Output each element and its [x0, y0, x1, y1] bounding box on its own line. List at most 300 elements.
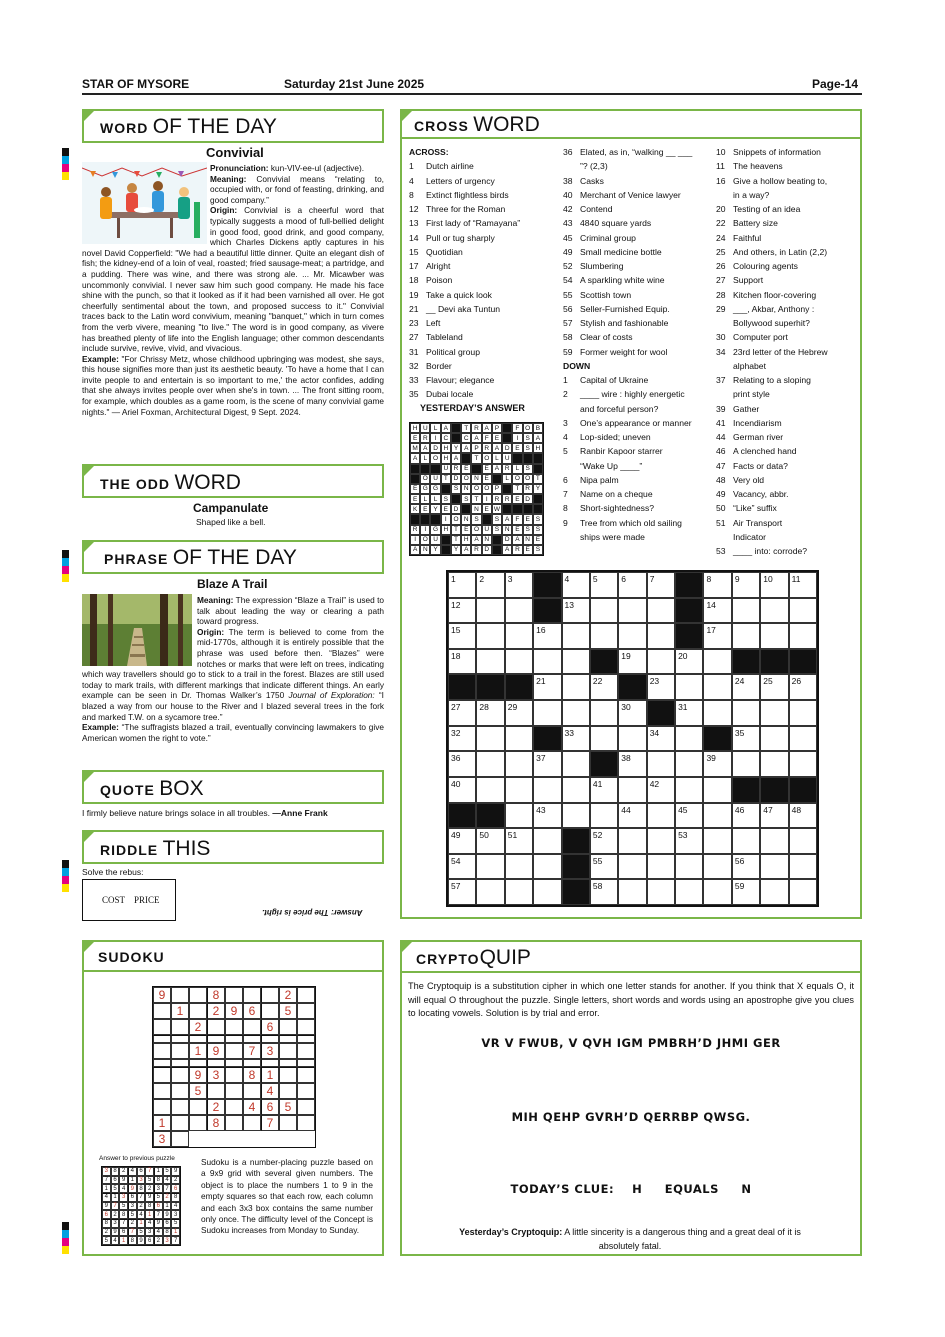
crossword-cell[interactable]: 51 — [505, 828, 533, 854]
sudoku-cell[interactable] — [171, 1019, 189, 1035]
crossword-cell[interactable]: 38 — [618, 751, 646, 777]
crossword-cell[interactable] — [760, 598, 788, 624]
clue-item: 37 Relating to a sloping — [716, 375, 811, 385]
sudoku-cell[interactable] — [297, 1003, 315, 1019]
sudoku-cell[interactable] — [225, 1059, 243, 1067]
sudoku-cell[interactable] — [153, 1067, 171, 1083]
answer-cell — [410, 464, 420, 474]
crossword-cell[interactable] — [505, 777, 533, 803]
sudoku-cell[interactable] — [171, 1067, 189, 1083]
sudoku-cell[interactable] — [189, 1003, 207, 1019]
sudoku-cell: 3 — [207, 1067, 225, 1083]
sudoku-cell[interactable] — [279, 1035, 297, 1043]
phrase-text: Meaning: The expression “Blaze a Trail” is used to talk about leading the way or clearing a path toward progress. Origin: The term is believed to come from the mid-1770s, although it is entirely possible that the phrase was used before then. “Blazes” were notches or marks that were left on trees, indicating which way travellers should go to stick to a trail in the forest. Blazes are still used today to mark trails, with different markings that indicate different things. An early example can be seen in Dr. Thomas Walker’s 1750 Journal of Exploration: “I blazed a way from our house to the River and I blazed several trees in the fork and marked T.W. on a sycamore tree.” Example: “The suffragists blazed a trail, eventually convincing lawmakers to give American women the right to vote.” — [82, 595, 385, 743]
crossword-cell[interactable]: 33 — [562, 726, 590, 752]
crossword-cell[interactable]: 49 — [448, 828, 476, 854]
crossword-cell[interactable] — [675, 854, 703, 880]
answer-cell: I — [512, 433, 522, 443]
crossword-cell[interactable]: 26 — [789, 674, 817, 700]
sudoku-cell[interactable] — [189, 987, 207, 1003]
crossword-cell[interactable]: 36 — [448, 751, 476, 777]
crossword-cell[interactable]: 35 — [732, 726, 760, 752]
answer-cell: A — [441, 423, 451, 433]
crossword-cell[interactable] — [618, 854, 646, 880]
crossword-cell[interactable]: 45 — [675, 803, 703, 829]
answer-cell: A — [471, 535, 481, 545]
crossword-cell[interactable] — [703, 879, 731, 905]
sudoku-cell[interactable] — [243, 1115, 261, 1131]
crossword-cell[interactable] — [618, 623, 646, 649]
crossword-cell[interactable] — [732, 623, 760, 649]
sudoku-cell[interactable] — [225, 1043, 243, 1059]
crossword-cell[interactable] — [703, 700, 731, 726]
crossword-cell[interactable] — [618, 726, 646, 752]
crossword-cell[interactable] — [675, 879, 703, 905]
crossword-cell[interactable]: 32 — [448, 726, 476, 752]
crossword-cell[interactable]: 59 — [732, 879, 760, 905]
cryptoquip-title-rule — [402, 971, 860, 973]
crossword-cell[interactable]: 50 — [476, 828, 504, 854]
sudoku-cell[interactable] — [297, 987, 315, 1003]
crossword-cell[interactable] — [618, 777, 646, 803]
sudoku-cell[interactable] — [297, 1019, 315, 1035]
crossword-cell[interactable] — [476, 854, 504, 880]
crossword-cell[interactable] — [476, 649, 504, 675]
sudoku-cell[interactable] — [171, 1099, 189, 1115]
sudoku-cell[interactable] — [261, 1059, 279, 1067]
answer-cell — [430, 514, 440, 524]
answer-cell: O — [482, 453, 492, 463]
sudoku-cell[interactable] — [297, 1059, 315, 1067]
crossword-cell[interactable] — [675, 674, 703, 700]
crossword-cell[interactable] — [476, 777, 504, 803]
crossword-cell[interactable] — [760, 726, 788, 752]
crossword-cell[interactable] — [533, 879, 561, 905]
answer-cell: D — [502, 535, 512, 545]
crossword-cell[interactable]: 16 — [533, 623, 561, 649]
answer-cell: G — [420, 484, 430, 494]
sudoku-cell[interactable] — [297, 1067, 315, 1083]
prev-sudoku-cell: 2 — [171, 1176, 180, 1185]
sudoku-cell: 8 — [243, 1067, 261, 1083]
sudoku-cell[interactable] — [207, 1083, 225, 1099]
crossword-cell[interactable] — [476, 598, 504, 624]
sudoku-cell[interactable] — [171, 1083, 189, 1099]
answer-cell: S — [451, 484, 461, 494]
crossword-cell[interactable] — [703, 854, 731, 880]
crossword-cell[interactable] — [647, 879, 675, 905]
crossword-cell — [533, 726, 561, 752]
crossword-cell[interactable] — [533, 828, 561, 854]
answer-cell: U — [430, 474, 440, 484]
crossword-cell[interactable]: 4 — [562, 572, 590, 598]
crossword-cell[interactable] — [533, 700, 561, 726]
answer-cell: S — [533, 514, 543, 524]
sudoku-cell[interactable] — [243, 1059, 261, 1067]
crossword-cell[interactable] — [476, 623, 504, 649]
crossword-cell[interactable]: 25 — [760, 674, 788, 700]
registration-marks-mid — [62, 550, 69, 582]
sudoku-cell[interactable] — [189, 1059, 207, 1067]
sudoku-cell[interactable] — [243, 1019, 261, 1035]
crossword-cell[interactable] — [505, 598, 533, 624]
crossword-cell[interactable] — [533, 854, 561, 880]
crossword-cell[interactable]: 24 — [732, 674, 760, 700]
answer-cell: C — [461, 433, 471, 443]
crossword-cell[interactable] — [562, 777, 590, 803]
crossword-cell[interactable]: 23 — [647, 674, 675, 700]
answer-cell: I — [410, 535, 420, 545]
sudoku-cell[interactable] — [153, 1059, 171, 1067]
crossword-cell[interactable] — [533, 649, 561, 675]
crossword-cell[interactable] — [789, 623, 817, 649]
sudoku-cell[interactable] — [225, 987, 243, 1003]
crossword-cell[interactable]: 21 — [533, 674, 561, 700]
prev-sudoku-cell: 2 — [145, 1184, 154, 1193]
crossword-cell[interactable]: 37 — [533, 751, 561, 777]
crossword-cell[interactable] — [760, 828, 788, 854]
answer-cell: O — [451, 514, 461, 524]
corner-accent — [400, 940, 414, 954]
clue-item: 5 Ranbir Kapoor starrer — [563, 446, 663, 457]
crossword-cell[interactable] — [590, 700, 618, 726]
crossword-cell[interactable] — [789, 854, 817, 880]
crossword-cell[interactable] — [647, 751, 675, 777]
sudoku-cell[interactable] — [279, 1115, 297, 1131]
answer-cell: D — [451, 504, 461, 514]
crossword-cell[interactable] — [647, 598, 675, 624]
answer-cell: R — [420, 433, 430, 443]
sudoku-cell[interactable] — [279, 1043, 297, 1059]
sudoku-cell[interactable] — [189, 1099, 207, 1115]
crossword-cell[interactable]: 18 — [448, 649, 476, 675]
sudoku-cell[interactable] — [243, 987, 261, 1003]
answer-cell: H — [410, 423, 420, 433]
crossword-cell[interactable] — [618, 598, 646, 624]
crossword-cell[interactable]: 29 — [505, 700, 533, 726]
sudoku-cell[interactable] — [225, 1099, 243, 1115]
crossword-cell[interactable] — [732, 700, 760, 726]
answer-cell: T — [512, 484, 522, 494]
clue-item: 15 Quotidian — [409, 246, 463, 257]
crossword-cell[interactable] — [618, 879, 646, 905]
clue-item: 24 Faithful — [716, 232, 762, 243]
crossword-cell — [590, 751, 618, 777]
crossword-cell[interactable]: 40 — [448, 777, 476, 803]
crossword-cell[interactable]: 5 — [590, 572, 618, 598]
crossword-cell[interactable] — [760, 623, 788, 649]
crossword-cell[interactable]: 28 — [476, 700, 504, 726]
sudoku-cell[interactable] — [261, 987, 279, 1003]
sudoku-cell: 1 — [171, 1003, 189, 1019]
sudoku-cell[interactable] — [243, 1035, 261, 1043]
prev-sudoku-cell: 1 — [111, 1193, 120, 1202]
sudoku-cell[interactable] — [153, 1003, 171, 1019]
sudoku-cell[interactable] — [261, 1035, 279, 1043]
sudoku-cell[interactable] — [297, 1115, 315, 1131]
crossword-cell[interactable] — [590, 623, 618, 649]
crossword-cell[interactable] — [505, 649, 533, 675]
crossword-cell[interactable]: 17 — [703, 623, 731, 649]
crossword-cell[interactable] — [562, 623, 590, 649]
sudoku-cell[interactable] — [297, 1035, 315, 1043]
clue-item: 45 Criminal group — [563, 232, 636, 243]
prev-sudoku-cell: 8 — [154, 1176, 163, 1185]
sudoku-cell[interactable] — [297, 1043, 315, 1059]
crossword-cell[interactable] — [675, 751, 703, 777]
crossword-cell[interactable]: 34 — [647, 726, 675, 752]
answer-cell: F — [512, 423, 522, 433]
crossword-cell[interactable] — [760, 854, 788, 880]
crossword-cell[interactable]: 19 — [618, 649, 646, 675]
prev-sudoku-cell: 4 — [145, 1219, 154, 1228]
sudoku-cell[interactable] — [297, 1099, 315, 1115]
crossword-cell[interactable]: 52 — [590, 828, 618, 854]
odd-word-meaning: Shaped like a bell. — [196, 517, 266, 527]
crossword-cell[interactable]: 6 — [618, 572, 646, 598]
crossword-cell[interactable] — [476, 751, 504, 777]
answer-cell: S — [523, 464, 533, 474]
sudoku-cell[interactable] — [225, 1035, 243, 1043]
crossword-cell[interactable]: 39 — [703, 751, 731, 777]
sudoku-cell[interactable] — [207, 1035, 225, 1043]
clue-item: 36 Elated, as in, “walking __ ___ — [563, 147, 693, 157]
corner-accent — [82, 770, 96, 784]
crossword-cell[interactable] — [505, 803, 533, 829]
crossword-cell[interactable]: 15 — [448, 623, 476, 649]
crossword-cell[interactable]: 43 — [533, 803, 561, 829]
crossword-cell[interactable] — [760, 751, 788, 777]
crossword-cell — [675, 623, 703, 649]
yesterday-answer-grid — [409, 422, 544, 556]
sudoku-cell[interactable] — [189, 1035, 207, 1043]
sudoku-cell[interactable] — [189, 1115, 207, 1131]
sudoku-cell[interactable] — [153, 1043, 171, 1059]
sudoku-cell[interactable] — [153, 1083, 171, 1099]
crossword-cell[interactable]: 12 — [448, 598, 476, 624]
crossword-cell — [732, 777, 760, 803]
answer-cell — [461, 504, 471, 514]
crossword-cell[interactable] — [562, 803, 590, 829]
cipher-line-1: VR V FWUB, V QVH IGM PMBRH’D JHMI GER — [481, 1036, 781, 1050]
crossword-cell[interactable]: 58 — [590, 879, 618, 905]
crossword-cell[interactable]: 2 — [476, 572, 504, 598]
answer-cell: A — [533, 433, 543, 443]
sudoku-cell[interactable] — [261, 1003, 279, 1019]
crossword-cell[interactable] — [789, 726, 817, 752]
answer-cell — [451, 433, 461, 443]
crossword-cell[interactable] — [505, 623, 533, 649]
sudoku-cell[interactable] — [297, 1083, 315, 1099]
clue-item: 33 Flavour; elegance — [409, 375, 495, 385]
cipher-line-2: MIH QEHP GVRH’D QERRBP QWSG. — [511, 1110, 751, 1124]
crossword-cell[interactable]: 55 — [590, 854, 618, 880]
issue-date: Saturday 21st June 2025 — [284, 77, 425, 91]
corner-accent — [82, 830, 96, 844]
crossword-cell[interactable] — [675, 726, 703, 752]
crossword-cell[interactable] — [789, 598, 817, 624]
crossword-cell[interactable]: 31 — [675, 700, 703, 726]
crossword-cell[interactable] — [675, 777, 703, 803]
answer-cell: P — [492, 423, 502, 433]
crossword-cell[interactable] — [562, 649, 590, 675]
prev-sudoku-cell: 6 — [128, 1193, 137, 1202]
sudoku-cell[interactable] — [279, 1067, 297, 1083]
answer-cell — [441, 484, 451, 494]
sudoku-cell[interactable] — [225, 1019, 243, 1035]
answer-cell: A — [492, 443, 502, 453]
crossword-cell[interactable] — [590, 803, 618, 829]
crossword-cell[interactable]: 13 — [562, 598, 590, 624]
crossword-cell[interactable] — [647, 623, 675, 649]
crossword-cell[interactable]: 11 — [789, 572, 817, 598]
yesterday-cryptoquip: Yesterday’s Cryptoquip: A little sincerity is a dangerous thing and a great deal of it is absolutely fatal. — [459, 1227, 801, 1251]
clue-item: 34 23rd letter of the Hebrew — [716, 346, 828, 357]
prev-sudoku-cell: 3 — [119, 1193, 128, 1202]
sudoku-cell[interactable] — [153, 1099, 171, 1115]
crossword-cell[interactable]: 53 — [675, 828, 703, 854]
crossword-grid — [446, 570, 819, 907]
crossword-cell[interactable] — [505, 879, 533, 905]
sudoku-cell[interactable] — [279, 1019, 297, 1035]
crossword-cell[interactable] — [789, 828, 817, 854]
word-of-day-text: Pronunciation: kun-VIV-ee-ul (adjective). Meaning: Convivial means “relating to, occupied with, or fond of feasting, drinking, and good company.” Origin: Convivial is a cheerful word that typically suggests a mood of full-bellied delight in good food, good drink, and good company, which Charles Dickens aptly captures in his novel David Copperfield: "We had a beautiful little dinner. Quite an elegant dish of fish; the kidney-end of a loin of veal, roasted; fried sausage-meat; a partridge, and a pudding. There was wine, and there was strong ale. ... Mr. Micawber was uncommonly convivial. I never saw him such good company. He made his face shine with the punch, so that it looked as if it had been varnished all over. He got cheerfully sentimental about the town, and proposed success to it." Convivial traces back to the Latin word convivium, meaning "banquet," which in turn comes from the verb vivere, meaning "to live." The word is in good company, as vivere has breathed plenty of life into the English language; other common descendants include survive, revive, vivid, and vivacious. Example: "For Chrissy Metz, whose childhood upbringing was modest, she says, this house signifies more than just its aesthetic beauty. 'To have a home that I can invite people to and entertain is so important to me,' the actor confides, adding that she always invites people over when she's in town. ... The front sitting room, for example, which doubles as a game room, is the scene of many convivial game nights." — Ariel Foxman, Architectural Digest, 9 Sept. 2024. — [82, 163, 384, 417]
crossword-cell[interactable] — [732, 751, 760, 777]
sudoku-cell[interactable] — [225, 1115, 243, 1131]
prev-sudoku-cell: 1 — [171, 1228, 180, 1237]
crossword-cell[interactable] — [476, 726, 504, 752]
crossword-cell[interactable] — [647, 854, 675, 880]
crossword-cell[interactable] — [703, 674, 731, 700]
sudoku-cell[interactable] — [279, 1059, 297, 1067]
crossword-cell[interactable]: 22 — [590, 674, 618, 700]
crossword-cell[interactable] — [590, 726, 618, 752]
crossword-cell[interactable]: 44 — [618, 803, 646, 829]
crossword-cell[interactable]: 14 — [703, 598, 731, 624]
crossword-cell[interactable] — [647, 803, 675, 829]
crossword-cell[interactable] — [505, 854, 533, 880]
clue-item: Bollywood superhit? — [733, 318, 810, 328]
sudoku-cell[interactable] — [171, 1043, 189, 1059]
crossword-cell[interactable]: 48 — [789, 803, 817, 829]
crossword-cell[interactable] — [618, 828, 646, 854]
crossword-cell[interactable]: 56 — [732, 854, 760, 880]
crossword-cell[interactable]: 20 — [675, 649, 703, 675]
answer-cell — [502, 433, 512, 443]
sudoku-cell[interactable] — [171, 1035, 189, 1043]
crossword-cell[interactable] — [732, 828, 760, 854]
sudoku-cell[interactable] — [171, 987, 189, 1003]
crossword-cell[interactable]: 7 — [647, 572, 675, 598]
crossword-cell[interactable]: 47 — [760, 803, 788, 829]
crossword-cell[interactable] — [647, 828, 675, 854]
crossword-cell[interactable] — [789, 700, 817, 726]
crossword-cell[interactable] — [760, 700, 788, 726]
crossword-cell — [505, 674, 533, 700]
sudoku-cell[interactable] — [171, 1115, 189, 1131]
crossword-cell[interactable] — [647, 649, 675, 675]
previous-sudoku-grid — [101, 1166, 181, 1246]
crossword-cell[interactable]: 3 — [505, 572, 533, 598]
prev-sudoku-cell: 8 — [119, 1210, 128, 1219]
crossword-cell[interactable]: 9 — [732, 572, 760, 598]
crossword-cell[interactable] — [562, 674, 590, 700]
sudoku-cell[interactable] — [207, 1019, 225, 1035]
answer-cell — [410, 514, 420, 524]
crossword-cell[interactable]: 27 — [448, 700, 476, 726]
crossword-cell[interactable]: 41 — [590, 777, 618, 803]
sudoku-cell[interactable] — [153, 1019, 171, 1035]
crossword-cell[interactable]: 10 — [760, 572, 788, 598]
crossword-cell[interactable] — [562, 751, 590, 777]
crossword-cell[interactable]: 42 — [647, 777, 675, 803]
sudoku-cell[interactable] — [171, 1131, 189, 1147]
answer-cell: O — [471, 525, 481, 535]
sudoku-cell[interactable] — [171, 1059, 189, 1067]
crossword-cell[interactable] — [590, 598, 618, 624]
clue-item: 56 Seller-Furnished Equip. — [563, 303, 670, 314]
crossword-cell — [732, 649, 760, 675]
answer-cell — [441, 545, 451, 555]
sudoku-cell: 9 — [225, 1003, 243, 1019]
riddle-answer-inverted: Answer: The price is right. — [262, 908, 363, 917]
crossword-cell[interactable] — [703, 828, 731, 854]
sudoku-cell[interactable] — [225, 1067, 243, 1083]
answer-cell — [492, 545, 502, 555]
crossword-cell[interactable]: 57 — [448, 879, 476, 905]
crossword-cell[interactable] — [789, 751, 817, 777]
sudoku-cell[interactable] — [243, 1083, 261, 1099]
crossword-cell[interactable]: 8 — [703, 572, 731, 598]
sudoku-cell[interactable] — [207, 1059, 225, 1067]
clue-item: 11 The heavens — [716, 161, 783, 172]
sudoku-cell[interactable] — [153, 1035, 171, 1043]
answer-cell: T — [461, 423, 471, 433]
prev-sudoku-cell: 7 — [171, 1236, 180, 1245]
crossword-cell[interactable] — [476, 879, 504, 905]
answer-cell: D — [451, 474, 461, 484]
crossword-cell[interactable] — [789, 879, 817, 905]
crossword-cell[interactable] — [533, 777, 561, 803]
crossword-cell[interactable]: 54 — [448, 854, 476, 880]
answer-cell: Y — [451, 443, 461, 453]
crossword-cell[interactable]: 1 — [448, 572, 476, 598]
cryptoquip-intro: The Cryptoquip is a substitution cipher in which one letter stands for another. If you think that X equals O, it will equal O throughout the puzzle. Single letters, short words and words using an apostrophe give you clues to locating vowels. Solution is by trial and error. — [408, 981, 854, 1018]
crossword-cell[interactable] — [703, 649, 731, 675]
sudoku-cell: 3 — [153, 1131, 171, 1147]
prev-sudoku-cell: 2 — [102, 1228, 111, 1237]
answer-cell: I — [430, 433, 440, 443]
answer-cell — [410, 474, 420, 484]
clue-item: 46 A clenched hand — [716, 446, 797, 457]
crossword-cell[interactable] — [760, 879, 788, 905]
crossword-cell — [760, 649, 788, 675]
crossword-cell — [476, 803, 504, 829]
crossword-cell[interactable]: 30 — [618, 700, 646, 726]
sudoku-cell[interactable] — [279, 1083, 297, 1099]
crossword-cell[interactable] — [703, 777, 731, 803]
crossword-cell[interactable] — [505, 751, 533, 777]
sudoku-cell: 6 — [261, 1019, 279, 1035]
prev-sudoku-cell: 8 — [137, 1184, 146, 1193]
sudoku-cell[interactable] — [225, 1083, 243, 1099]
crossword-cell[interactable] — [505, 726, 533, 752]
crossword-cell[interactable]: 46 — [732, 803, 760, 829]
crossword-cell[interactable] — [562, 700, 590, 726]
prev-sudoku-cell: 8 — [128, 1236, 137, 1245]
crossword-cell[interactable] — [703, 803, 731, 829]
crossword-cell[interactable] — [732, 598, 760, 624]
